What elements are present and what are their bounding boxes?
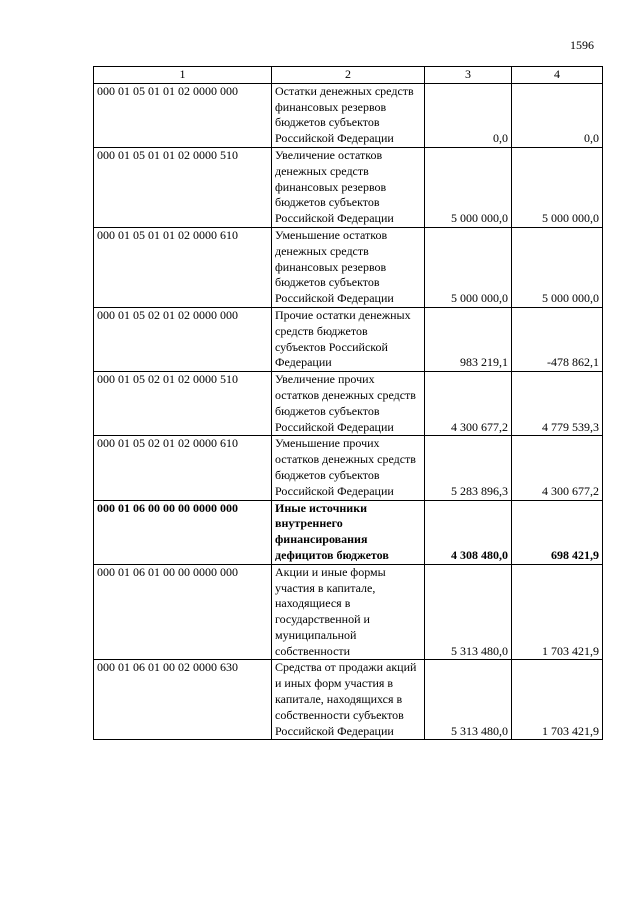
amount-col3-cell: 983 219,1 [425,307,512,371]
column-header-2: 2 [272,67,425,84]
budget-code-cell: 000 01 05 01 01 02 0000 510 [94,147,272,227]
budget-code-cell: 000 01 05 02 01 02 0000 510 [94,372,272,436]
table-row [94,83,603,147]
amount-col4-cell: -478 862,1 [512,307,603,371]
amount-col3-cell: 0,0 [425,83,512,147]
column-header-4: 4 [512,67,603,84]
source-name-cell: Уменьшение остатков денежных средств финансовых резервов бюджетов субъектов Российской Федерации [272,227,425,307]
source-name-cell: Увеличение прочих остатков денежных средств бюджетов субъектов Российской Федерации [272,372,425,436]
source-name-cell: Иные источники внутреннего финансирования дефицитов бюджетов [272,500,425,564]
budget-code-cell: 000 01 05 01 01 02 0000 610 [94,227,272,307]
amount-col4-cell: 0,0 [512,83,603,147]
table-row [94,372,603,436]
amount-col3-cell: 5 000 000,0 [425,147,512,227]
source-name-cell: Уменьшение прочих остатков денежных средств бюджетов субъектов Российской Федерации [272,436,425,500]
amount-col4-cell: 1 703 421,9 [512,564,603,660]
amount-col4-cell: 4 300 677,2 [512,436,603,500]
table-row [94,500,603,564]
amount-col3-cell: 5 283 896,3 [425,436,512,500]
amount-col4-cell: 5 000 000,0 [512,227,603,307]
table-row [94,436,603,500]
table-row [94,660,603,740]
column-header-1: 1 [94,67,272,84]
table-header-row [94,67,603,84]
budget-code-cell: 000 01 05 02 01 02 0000 610 [94,436,272,500]
budget-code-cell: 000 01 06 01 00 02 0000 630 [94,660,272,740]
amount-col3-cell: 4 308 480,0 [425,500,512,564]
table-row [94,307,603,371]
budget-code-cell: 000 01 06 00 00 00 0000 000 [94,500,272,564]
source-name-cell: Остатки денежных средств финансовых резервов бюджетов субъектов Российской Федерации [272,83,425,147]
amount-col3-cell: 5 313 480,0 [425,564,512,660]
page-number: 1596 [570,38,594,52]
source-name-cell: Средства от продажи акций и иных форм участия в капитале, находящихся в собственности субъектов Российской Федерации [272,660,425,740]
source-name-cell: Акции и иные формы участия в капитале, находящиеся в государственной и муниципальной собственности [272,564,425,660]
amount-col4-cell: 698 421,9 [512,500,603,564]
budget-sources-table [93,66,603,740]
table-row [94,564,603,660]
source-name-cell: Прочие остатки денежных средств бюджетов субъектов Российской Федерации [272,307,425,371]
table-row [94,147,603,227]
amount-col3-cell: 5 000 000,0 [425,227,512,307]
budget-code-cell: 000 01 05 02 01 02 0000 000 [94,307,272,371]
amount-col4-cell: 4 779 539,3 [512,372,603,436]
amount-col3-cell: 4 300 677,2 [425,372,512,436]
source-name-cell: Увеличение остатков денежных средств финансовых резервов бюджетов субъектов Российской Федерации [272,147,425,227]
table-row [94,227,603,307]
budget-code-cell: 000 01 05 01 01 02 0000 000 [94,83,272,147]
column-header-3: 3 [425,67,512,84]
amount-col4-cell: 5 000 000,0 [512,147,603,227]
amount-col4-cell: 1 703 421,9 [512,660,603,740]
budget-code-cell: 000 01 06 01 00 00 0000 000 [94,564,272,660]
amount-col3-cell: 5 313 480,0 [425,660,512,740]
